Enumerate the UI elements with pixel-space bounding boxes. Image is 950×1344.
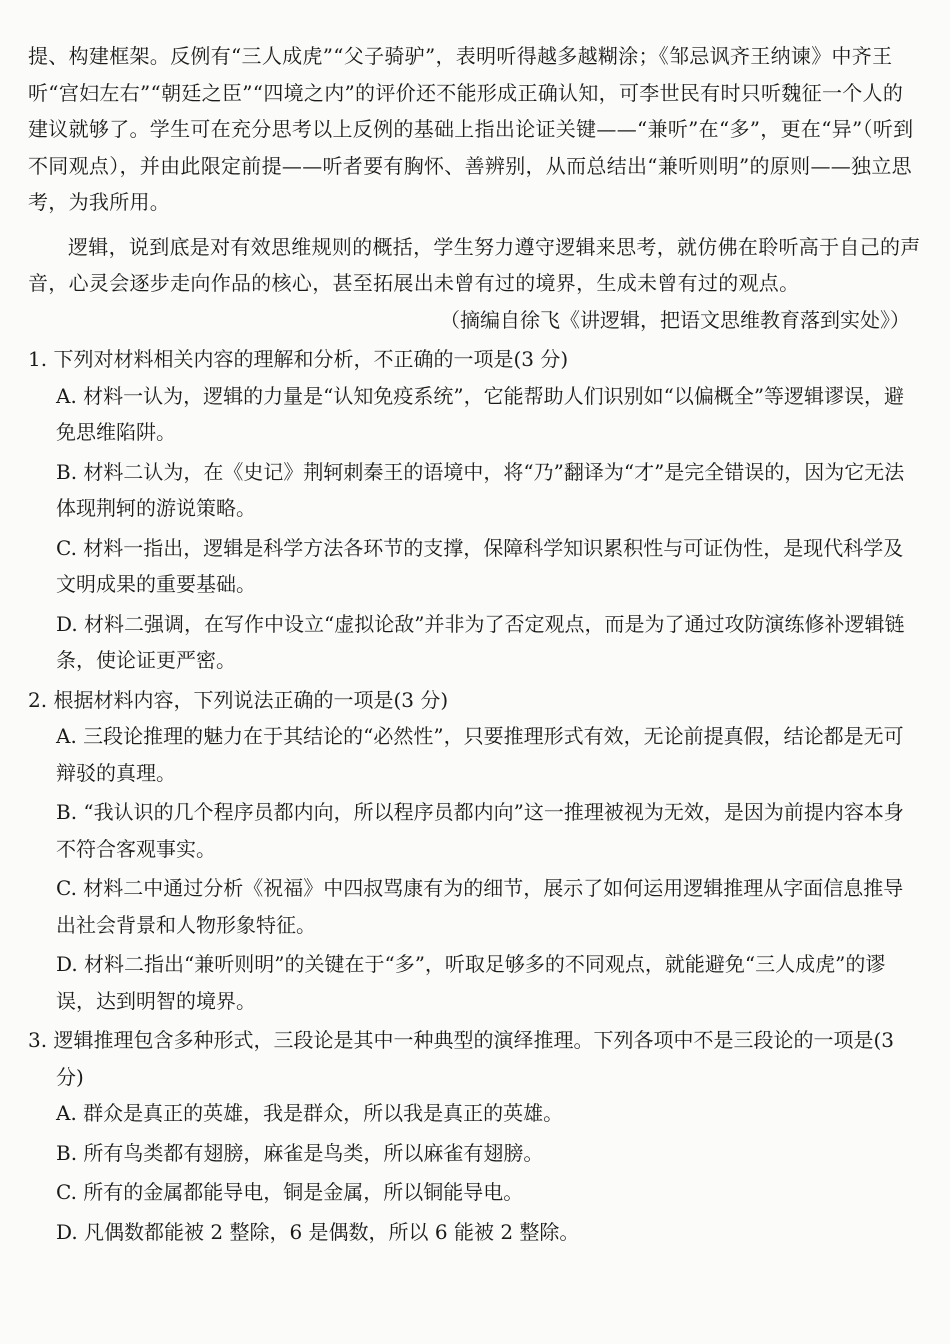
option-d: D. 材料二强调，在写作中设立“虚拟论敌”并非为了否定观点，而是为了通过攻防演练修补逻辑链条，使论证更严密。 <box>56 611 905 672</box>
option-d: D. 凡偶数都能被 2 整除，6 是偶数，所以 6 能被 2 整除。 <box>56 1219 580 1244</box>
reading-passage <box>28 38 922 338</box>
option-a: A. 群众是真正的英雄，我是群众，所以我是真正的英雄。 <box>56 1101 564 1125</box>
option-c: C. 材料一指出，逻辑是科学方法各环节的支撑，保障科学知识累积性与可证伪性，是现代科学及文明成果的重要基础。 <box>56 535 904 596</box>
question-1 <box>28 341 922 679</box>
question-stem: 1. 下列对材料相关内容的理解和分析，不正确的一项是(3 分) <box>28 347 569 371</box>
question-stem: 2. 根据材料内容，下列说法正确的一项是(3 分) <box>28 687 449 712</box>
passage-paragraph-2: 逻辑，说到底是对有效思维规则的概括，学生努力遵守逻辑来思考，就仿佛在聆听高于自己的声音，心灵会逐步走向作品的核心，甚至拓展出未曾有过的境界，生成未曾有过的观点。 <box>28 234 921 295</box>
option-a: A. 三段论推理的魅力在于其结论的“必然性”，只要推理形式有效，无论前提真假，结论都是无可辩驳的真理。 <box>56 724 904 785</box>
option-b: B. 所有鸟类都有翅膀，麻雀是鸟类，所以麻雀有翅膀。 <box>56 1140 544 1165</box>
option-b: B. 材料二认为，在《史记》荆轲刺秦王的语境中，将“乃”翻译为“才”是完全错误的，因为它无法体现荆轲的游说策略。 <box>56 459 905 520</box>
option-d: D. 材料二指出“兼听则明”的关键在于“多”，听取足够多的不同观点，就能避免“三人成虎”的谬误，达到明智的境界。 <box>56 952 886 1013</box>
option-a: A. 材料一认为，逻辑的力量是“认知免疫系统”，它能帮助人们识别如“以偏概全”等逻辑谬误，避免思维陷阱。 <box>56 383 905 444</box>
question-stem: 3. 逻辑推理包含多种形式，三段论是其中一种典型的演绎推理。下列各项中不是三段论的一项是(3 分) <box>28 1028 894 1089</box>
option-c: C. 所有的金属都能导电，铜是金属，所以铜能导电。 <box>56 1180 524 1204</box>
passage-source: （摘编自徐飞《讲逻辑，把语文思维教育落到实处》） <box>440 307 910 332</box>
passage-paragraph-1: 提、构建框架。反例有“三人成虎”“父子骑驴”，表明听得越多越糊涂；《邹忌讽齐王纳谏》中齐王听“宫妇左右”“朝廷之臣”“四境之内”的评价还不能形成正确认知，可李世民有时只听魏征一个人的建议就够了。学生可在充分思考以上反例的基础上指出论证关键——“兼听”在“多”，更在“异”（听到不同观点），并由此限定前提——听者要有胸怀、善辨别，从而总结出“兼听则明”的原则——独立思考，为我所用。 <box>28 44 914 214</box>
question-2 <box>28 682 922 1020</box>
option-b: B. “我认识的几个程序员都内向，所以程序员都内向”这一推理被视为无效，是因为前提内容本身不符合客观事实。 <box>56 800 904 861</box>
option-c: C. 材料二中通过分析《祝福》中四叔骂康有为的细节，展示了如何运用逻辑推理从字面信息推导出社会背景和人物形象特征。 <box>56 876 904 937</box>
question-3 <box>28 1022 922 1250</box>
